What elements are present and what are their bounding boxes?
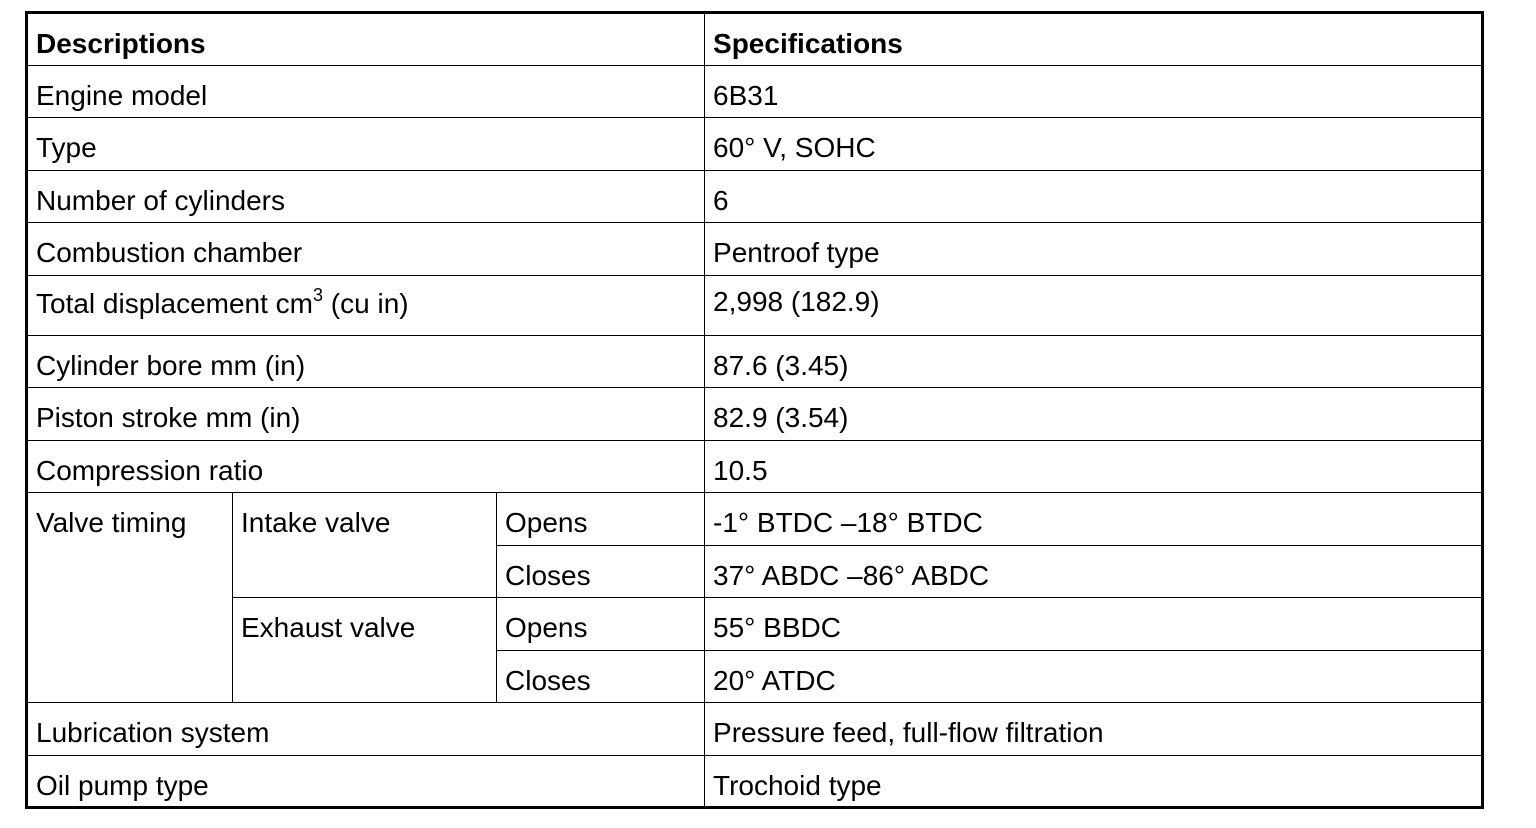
row-value-type: 60° V, SOHC — [705, 118, 1483, 171]
row-value-bore: 87.6 (3.45) — [705, 335, 1483, 388]
row-label-displacement — [27, 275, 705, 335]
row-label-compression: Compression ratio — [27, 440, 705, 493]
row-label-exhaust-closes: Closes — [497, 650, 705, 703]
row-value-intake-opens: -1° BTDC –18° BTDC — [705, 493, 1483, 546]
row-label-lubrication: Lubrication system — [27, 703, 705, 756]
table-row — [27, 388, 1483, 441]
row-label-combustion-chamber: Combustion chamber — [27, 223, 705, 276]
table-row — [27, 65, 1483, 118]
table-row — [27, 440, 1483, 493]
row-label-oil-pump: Oil pump type — [27, 755, 705, 808]
table-row — [27, 493, 1483, 546]
row-label-exhaust-valve: Exhaust valve — [233, 598, 497, 703]
row-value-engine-model: 6B31 — [705, 65, 1483, 118]
row-value-combustion-chamber: Pentroof type — [705, 223, 1483, 276]
row-value-oil-pump: Trochoid type — [705, 755, 1483, 808]
row-value-exhaust-opens: 55° BBDC — [705, 598, 1483, 651]
table-row — [27, 703, 1483, 756]
row-value-compression: 10.5 — [705, 440, 1483, 493]
row-value-displacement: 2,998 (182.9) — [705, 275, 1483, 335]
table-row — [27, 223, 1483, 276]
table-row — [27, 118, 1483, 171]
row-value-intake-closes: 37° ABDC –86° ABDC — [705, 545, 1483, 598]
displacement-label-suffix: (cu in) — [323, 287, 409, 319]
table-row — [27, 170, 1483, 223]
row-label-intake-opens: Opens — [497, 493, 705, 546]
row-value-exhaust-closes: 20° ATDC — [705, 650, 1483, 703]
row-label-bore: Cylinder bore mm (in) — [27, 335, 705, 388]
row-label-stroke: Piston stroke mm (in) — [27, 388, 705, 441]
displacement-label-superscript: 3 — [313, 284, 324, 305]
table-row — [27, 755, 1483, 808]
table-row — [27, 598, 1483, 651]
header-descriptions: Descriptions — [27, 13, 705, 66]
row-value-lubrication: Pressure feed, full-flow filtration — [705, 703, 1483, 756]
row-label-cylinders: Number of cylinders — [27, 170, 705, 223]
spec-table — [25, 11, 1484, 809]
row-label-engine-model: Engine model — [27, 65, 705, 118]
row-label-type: Type — [27, 118, 705, 171]
displacement-label-prefix: Total displacement cm — [36, 287, 314, 319]
row-value-cylinders: 6 — [705, 170, 1483, 223]
table-row — [27, 275, 1483, 335]
row-label-valve-timing: Valve timing — [27, 493, 233, 703]
row-label-intake-closes: Closes — [497, 545, 705, 598]
row-value-stroke: 82.9 (3.54) — [705, 388, 1483, 441]
table-row — [27, 335, 1483, 388]
table-header-row — [27, 13, 1483, 66]
row-label-exhaust-opens: Opens — [497, 598, 705, 651]
row-label-intake-valve: Intake valve — [233, 493, 497, 598]
header-specifications: Specifications — [705, 13, 1483, 66]
